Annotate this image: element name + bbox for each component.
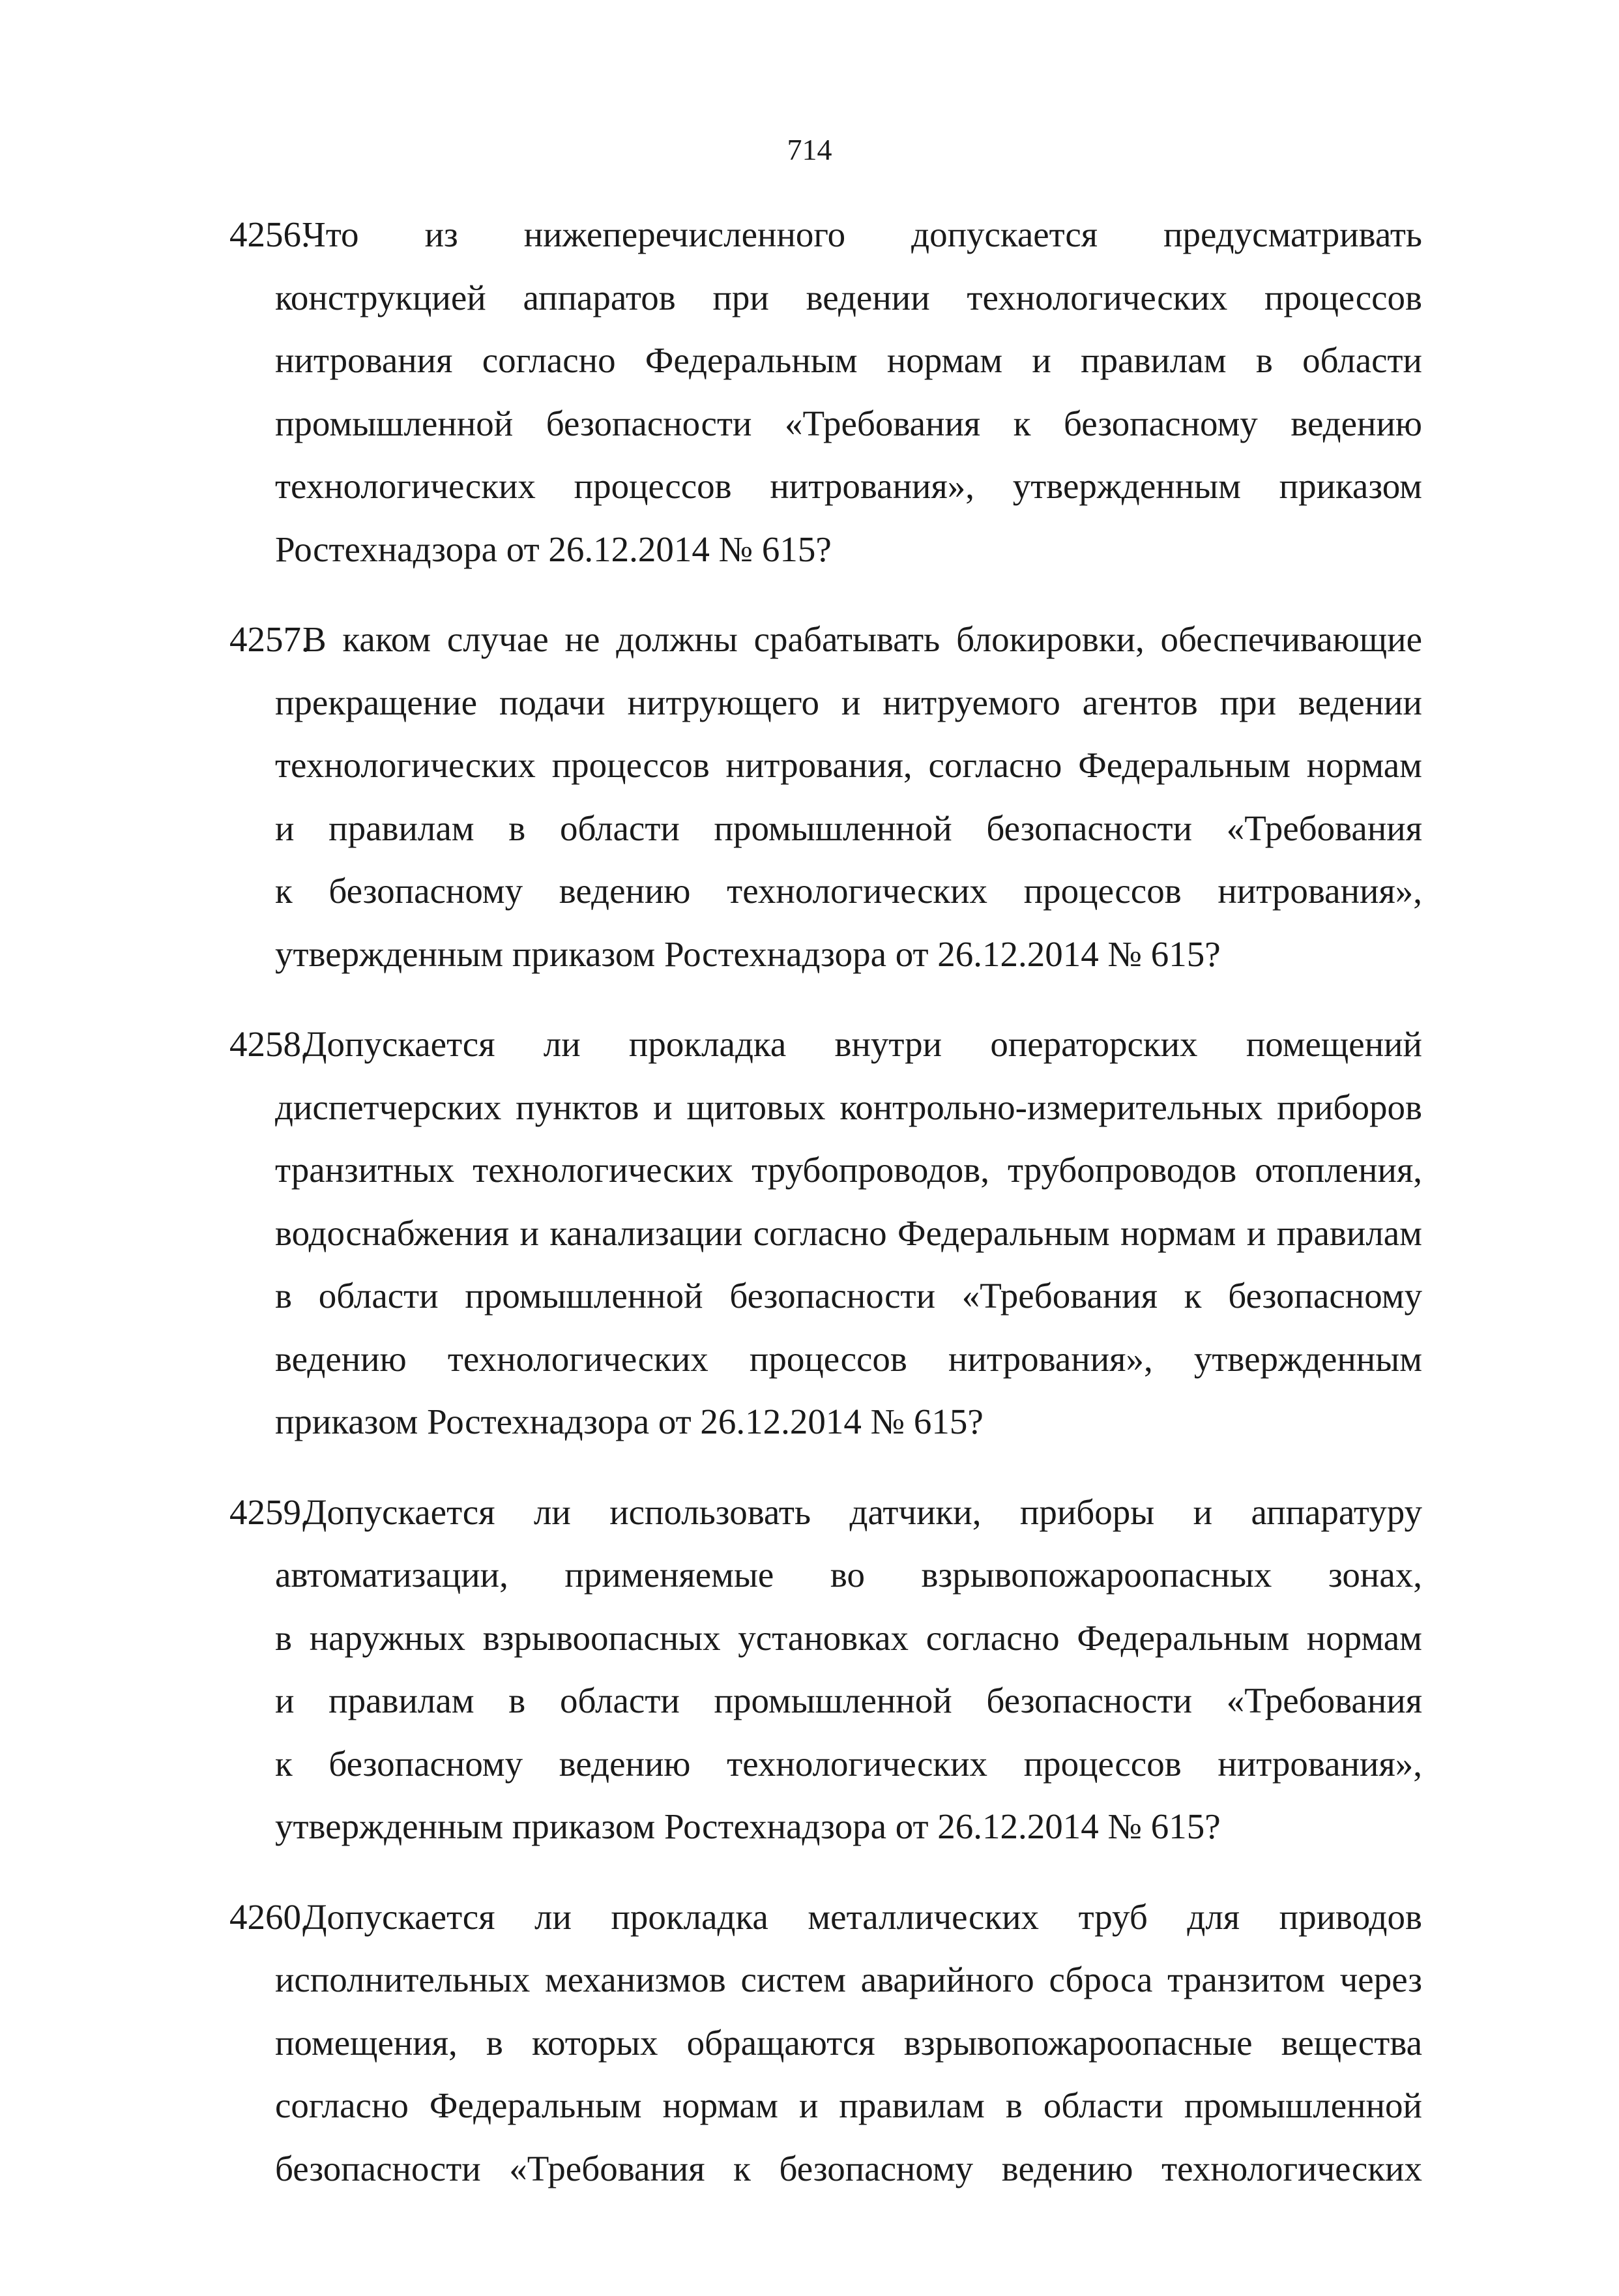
question-line: приказом Ростехнадзора от 26.12.2014 № 615? xyxy=(275,1402,984,1441)
question-line: Допускается ли прокладка металлических труб для приводов xyxy=(302,1896,1422,1937)
question-item xyxy=(229,1013,1422,1454)
question-line: в наружных взрывоопасных установках согласно Федеральным нормам xyxy=(275,1617,1422,1658)
question-item xyxy=(229,1481,1422,1859)
question-list xyxy=(229,203,1422,2228)
question-line: Ростехнадзора от 26.12.2014 № 615? xyxy=(275,529,832,569)
question-line: водоснабжения и канализации согласно Федеральным нормам и правилам xyxy=(275,1213,1422,1253)
question-line: прекращение подачи нитрующего и нитруемого агентов при ведении xyxy=(275,682,1422,722)
question-line: утвержденным приказом Ростехнадзора от 26.12.2014 № 615? xyxy=(275,1806,1221,1846)
question-line: В каком случае не должны срабатывать блокировки, обеспечивающие xyxy=(302,619,1422,659)
question-line: транзитных технологических трубопроводов, трубопроводов отопления, xyxy=(275,1150,1422,1190)
page-number: 714 xyxy=(787,133,832,166)
question-line: ведению технологических процессов нитрования», утвержденным xyxy=(275,1338,1422,1379)
question-line: промышленной безопасности «Требования к безопасному ведению xyxy=(275,403,1422,443)
question-number: 4256. xyxy=(229,214,310,254)
question-line: в области промышленной безопасности «Требования к безопасному xyxy=(275,1276,1422,1316)
question-line: к безопасному ведению технологических процессов нитрования», xyxy=(275,1743,1422,1784)
question-text xyxy=(275,203,1422,581)
question-text xyxy=(275,1013,1422,1454)
question-number: 4258. xyxy=(229,1024,310,1064)
question-text xyxy=(275,1481,1422,1859)
question-line: исполнительных механизмов систем аварийного сброса транзитом через xyxy=(275,1960,1422,1999)
question-line: диспетчерских пунктов и щитовых контрольно-измерительных приборов xyxy=(275,1087,1422,1127)
question-item xyxy=(229,203,1422,581)
question-line: автоматизации, применяемые во взрывопожароопасных зонах, xyxy=(275,1555,1422,1595)
question-line: согласно Федеральным нормам и правилам в области промышленной xyxy=(275,2085,1422,2125)
question-line: помещения, в которых обращаются взрывопожароопасные вещества xyxy=(275,2022,1422,2063)
question-line: технологических процессов нитрования», утвержденным приказом xyxy=(275,466,1422,506)
question-number: 4259. xyxy=(229,1492,310,1532)
question-line: и правилам в области промышленной безопасности «Требования xyxy=(275,808,1422,848)
question-line: утвержденным приказом Ростехнадзора от 26.12.2014 № 615? xyxy=(275,934,1221,974)
question-text xyxy=(275,1886,1422,2201)
question-line: безопасности «Требования к безопасному ведению технологических xyxy=(275,2148,1422,2188)
question-item xyxy=(229,608,1422,986)
question-line: технологических процессов нитрования, согласно Федеральным нормам xyxy=(275,745,1422,785)
question-line: конструкцией аппаратов при ведении технологических процессов xyxy=(275,277,1422,317)
question-line: к безопасному ведению технологических процессов нитрования», xyxy=(275,871,1422,911)
question-item xyxy=(229,1886,1422,2201)
question-line: Что из нижеперечисленного допускается предусматривать xyxy=(302,214,1422,254)
question-line: Допускается ли использовать датчики, приборы и аппаратуру xyxy=(302,1492,1422,1532)
question-line: нитрования согласно Федеральным нормам и правилам в области xyxy=(275,340,1422,380)
question-text xyxy=(275,608,1422,986)
question-number: 4260. xyxy=(229,1896,310,1937)
question-line: и правилам в области промышленной безопасности «Требования xyxy=(275,1681,1422,1720)
question-line: Допускается ли прокладка внутри операторских помещений xyxy=(302,1024,1422,1064)
question-number: 4257. xyxy=(229,619,310,659)
